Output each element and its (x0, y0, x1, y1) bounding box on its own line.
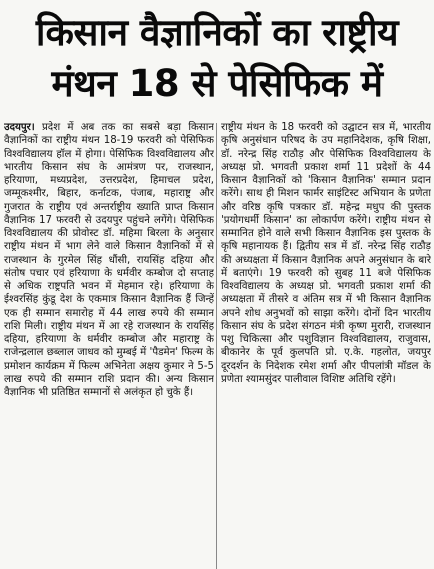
article-column-right (221, 121, 431, 569)
headline-line-1: किसान वैज्ञानिकों का राष्ट्रीय (35, 11, 399, 54)
article-paragraph (4, 121, 214, 399)
article-column-left (4, 121, 214, 569)
dateline: उदयपुर। (4, 122, 35, 133)
article-text: प्रदेश में अब तक का सबसे बड़ा किसान वैज्ञानिकों का राष्ट्रीय मंथन 18-19 फरवरी को पेसिफिक विश्वविद्यालय हॉल में होगा। पेसिफिक विश्वविद्यालय और भारतीय किसान संघ के आमंत्रण पर, राजस्थान, हरियाणा, मध्यप्रदेश, उत्तरप्रदेश, हिमाचल प्रदेश, जम्मूकश्मीर, बिहार, कर्नाटक, पंजाब, महाराष्ट्र और गुजरात के राष्ट्रीय एवं अन्तर्राष्ट्रीय ख्याति प्राप्त किसान वैज्ञानिक 17 फरवरी से उदयपुर पहुंचने लगेंगे। पेसिफिक विश्वविद्यालय की प्रोवोस्ट डॉ. महिमा बिरला के अनुसार राष्ट्रीय मंथन में भाग लेने वाले किसान वैज्ञानिकों में से राजस्थान के गुरमेल सिंह धौंसी, रायसिंह दहिया और संतोष पचार एवं हरियाणा के धर्मवीर कम्बोज दो सप्ताह से अधिक राष्ट्रपति भवन में मेहमान रहे। हरियाणा के ईश्वरसिंह कुंडू देश के एकमात्र किसान वैज्ञानिक हैं जिन्हें एक ही सम्मान समारोह में 44 लाख रुपये की सम्मान राशि मिली। राष्ट्रीय मंथन में आ रहे राजस्थान के रायसिंह दहिया, हरियाणा के धर्मवीर कम्बोज और महाराष्ट्र के राजेन्द्रलाल छब्लाल जाधव को मुम्बई में 'पैडमेन' फिल्म के प्रमोशन कार्यक्रम में फिल्म अभिनेता अक्षय कुमार ने 5-5 लाख रुपये की सम्मान राशि प्रदान की। अन्य किसान वैज्ञानिक भी प्रतिष्ठित सम्मानों से अलंकृत हो चुके हैं। (4, 122, 214, 398)
headline-line-2: मंथन 18 से पेसिफिक में (51, 62, 383, 105)
column-divider (216, 123, 217, 569)
headline (0, 0, 434, 118)
article-paragraph: राष्ट्रीय मंथन के 18 फरवरी को उद्घाटन सत्र में, भारतीय कृषि अनुसंधान परिषद के उप महानिदेशक, कृषि शिक्षा, डॉ. नरेन्द्र सिंह राठौड़ और पेसिफिक विश्वविद्यालय के अध्यक्ष प्रो. भगवती प्रकाश शर्मा 11 प्रदेशों के 44 किसान वैज्ञानिकों को 'किसान वैज्ञानिक' सम्मान प्रदान करेंगे। साथ ही मिशन फार्मर साइंटिस्ट अभियान के प्रणेता और वरिष्ठ कृषि पत्रकार डॉ. महेन्द्र मधुप की पुस्तक 'प्रयोगधर्मी किसान' का लोकार्पण करेंगे। राष्ट्रीय मंथन से सम्मानित होने वाले सभी किसान वैज्ञानिक इस पुस्तक के कृषि महानायक हैं। द्वितीय सत्र में डॉ. नरेन्द्र सिंह राठौड़ की अध्यक्षता में किसान वैज्ञानिक अपने अनुसंधान के बारे में बताएंगे। 19 फरवरी को सुबह 11 बजे पेसिफिक विश्वविद्यालय के अध्यक्ष प्रो. भगवती प्रकाश शर्मा की अध्यक्षता में तीसरे व अंतिम सत्र में भी किसान वैज्ञानिक अपने शोध अनुभवों को साझा करेंगे। दोनों दिन भारतीय किसान संघ के प्रदेश संगठन मंत्री कृष्ण मुरारी, राजस्थान पशु चिकित्सा और पशुविज्ञान विश्वविद्यालय, राजुवास, बीकानेर के पूर्व कुलपति प्रो. ए.के. गहलोत, जयपुर दूरदर्शन के निदेशक रमेश शर्मा और पीपलांत्री मॉडल के प्रणेता श्यामसुंदर पालीवाल विशिष्ट अतिथि रहेंगे। (221, 122, 431, 385)
